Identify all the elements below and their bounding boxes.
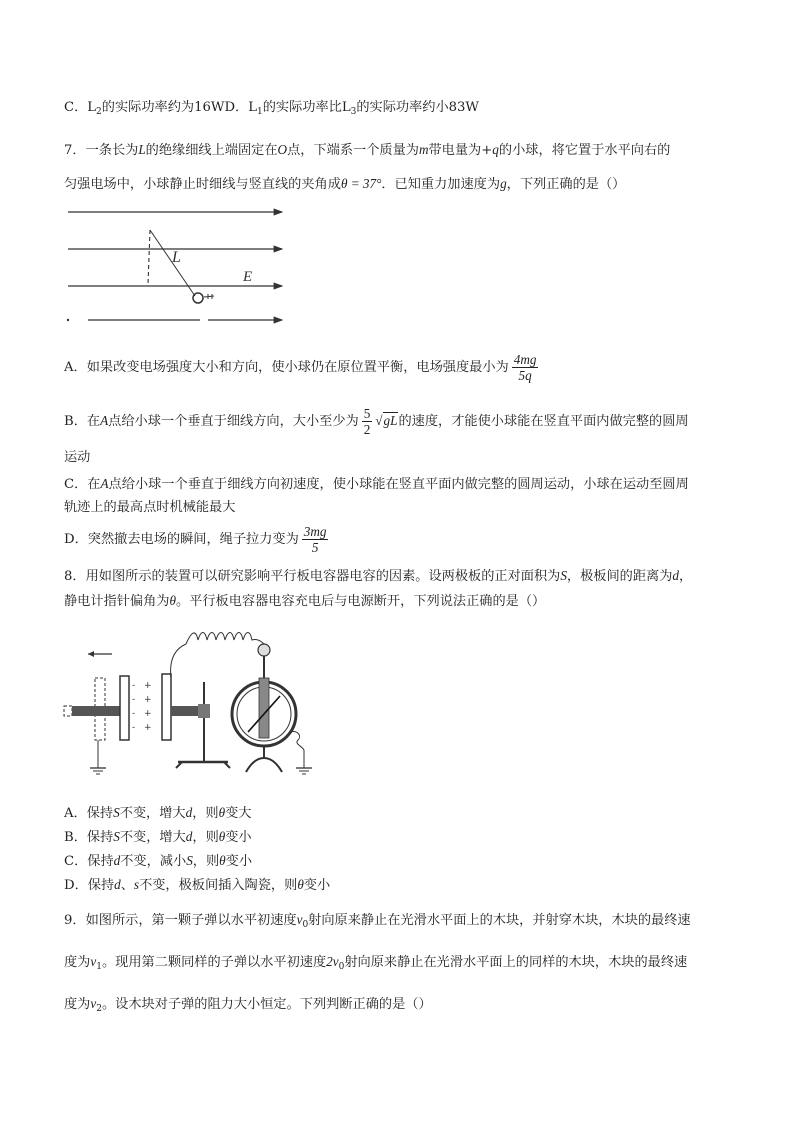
label-E: E — [243, 269, 253, 285]
charged-ball — [193, 293, 203, 303]
q8-option-b: B．保持S不变，增大d，则θ变小 — [64, 829, 252, 845]
q7-field-figure — [60, 204, 300, 334]
q9-stem-line2: 度为$v_1$。现用第二颗同样的子弹以水平初速度$2v_0$射向原来静止在光滑水平面上的同样的木块，木块的最终速 — [64, 954, 688, 972]
right-plate — [162, 674, 171, 740]
q7-stem-line1: 7．一条长为L的绝缘细线上端固定在O点，下端系一个质量为m带电量为+q的小球，将它置于水平向右的 — [64, 142, 671, 158]
left-plate-rod — [72, 706, 122, 716]
svg-text:-: - — [132, 709, 136, 719]
q8-option-d: D．保持d、s不变，极板间插入陶瓷，则θ变小 — [64, 877, 331, 893]
q8-stem-line2: 静电计指针偏角为θ。平行板电容器电容充电后与电源断开，下列说法正确的是（） — [64, 593, 546, 609]
q7-option-c-cont: 轨迹上的最高点时机械能最大 — [64, 500, 236, 515]
q7-option-b: B．在A点给小球一个垂直于细线方向，大小至少为 $\frac{5}{2}$ √gL的速度，才能使小球能在竖直平面内做完整的圆周 — [64, 406, 689, 438]
q8-option-a: A．保持S不变，增大d，则θ变大 — [64, 805, 252, 821]
q7-option-d: D．突然撤去电场的瞬间，绳子拉力变为 $\frac{3mg}{5}$ — [64, 524, 327, 556]
svg-text:+: + — [144, 723, 152, 733]
svg-text:+: + — [144, 695, 152, 705]
left-plate — [120, 676, 129, 740]
svg-text:-: - — [132, 723, 136, 733]
q7-stem-line2: 匀强电场中，小球静止时细线与竖直线的夹角成θ = 37°．已知重力加速度为g，下列正确的是（） — [64, 176, 626, 192]
svg-text:+: + — [144, 681, 152, 691]
q7-option-b-cont: 运动 — [64, 450, 91, 465]
q7-option-c: C．在A点给小球一个垂直于细线方向初速度，使小球能在竖直平面内做完整的圆周运动，小球在运动至圆周 — [64, 476, 689, 492]
q9-stem-line3: 度为$v_2$。设木块对子弹的阻力大小恒定。下列判断正确的是（） — [64, 996, 432, 1014]
svg-text:-: - — [132, 695, 136, 705]
q8-stem-line1: 8．用如图所示的装置可以研究影响平行板电容器电容的因素。设两极板的正对面积为S，极板间的距离为d， — [64, 568, 693, 584]
q7-option-a: A．如果改变电场强度大小和方向，使小球仍在原位置平衡，电场强度最小为 $\frac{4mg}{5q}$ — [64, 352, 537, 384]
q8-option-c: C．保持d不变，减小S，则θ变小 — [64, 853, 253, 869]
vertical-dashed-line — [148, 230, 150, 284]
svg-text:+: + — [144, 709, 152, 719]
label-L: L — [172, 249, 181, 266]
connecting-wire — [171, 633, 264, 679]
svg-text:-: - — [132, 681, 136, 691]
q9-stem-line1: 9．如图所示，第一颗子弹以水平初速度$v_0$射向原来静止在光滑水平面上的木块，并射穿木块，木块的最终速 — [64, 912, 691, 930]
q6-option-cd: C．$L_2$的实际功率约为16WD．$L_1$的实际功率比$L_3$的实际功率约小83W — [64, 100, 479, 117]
q8-capacitor-figure — [58, 622, 328, 782]
electroscope-knob — [258, 644, 270, 656]
